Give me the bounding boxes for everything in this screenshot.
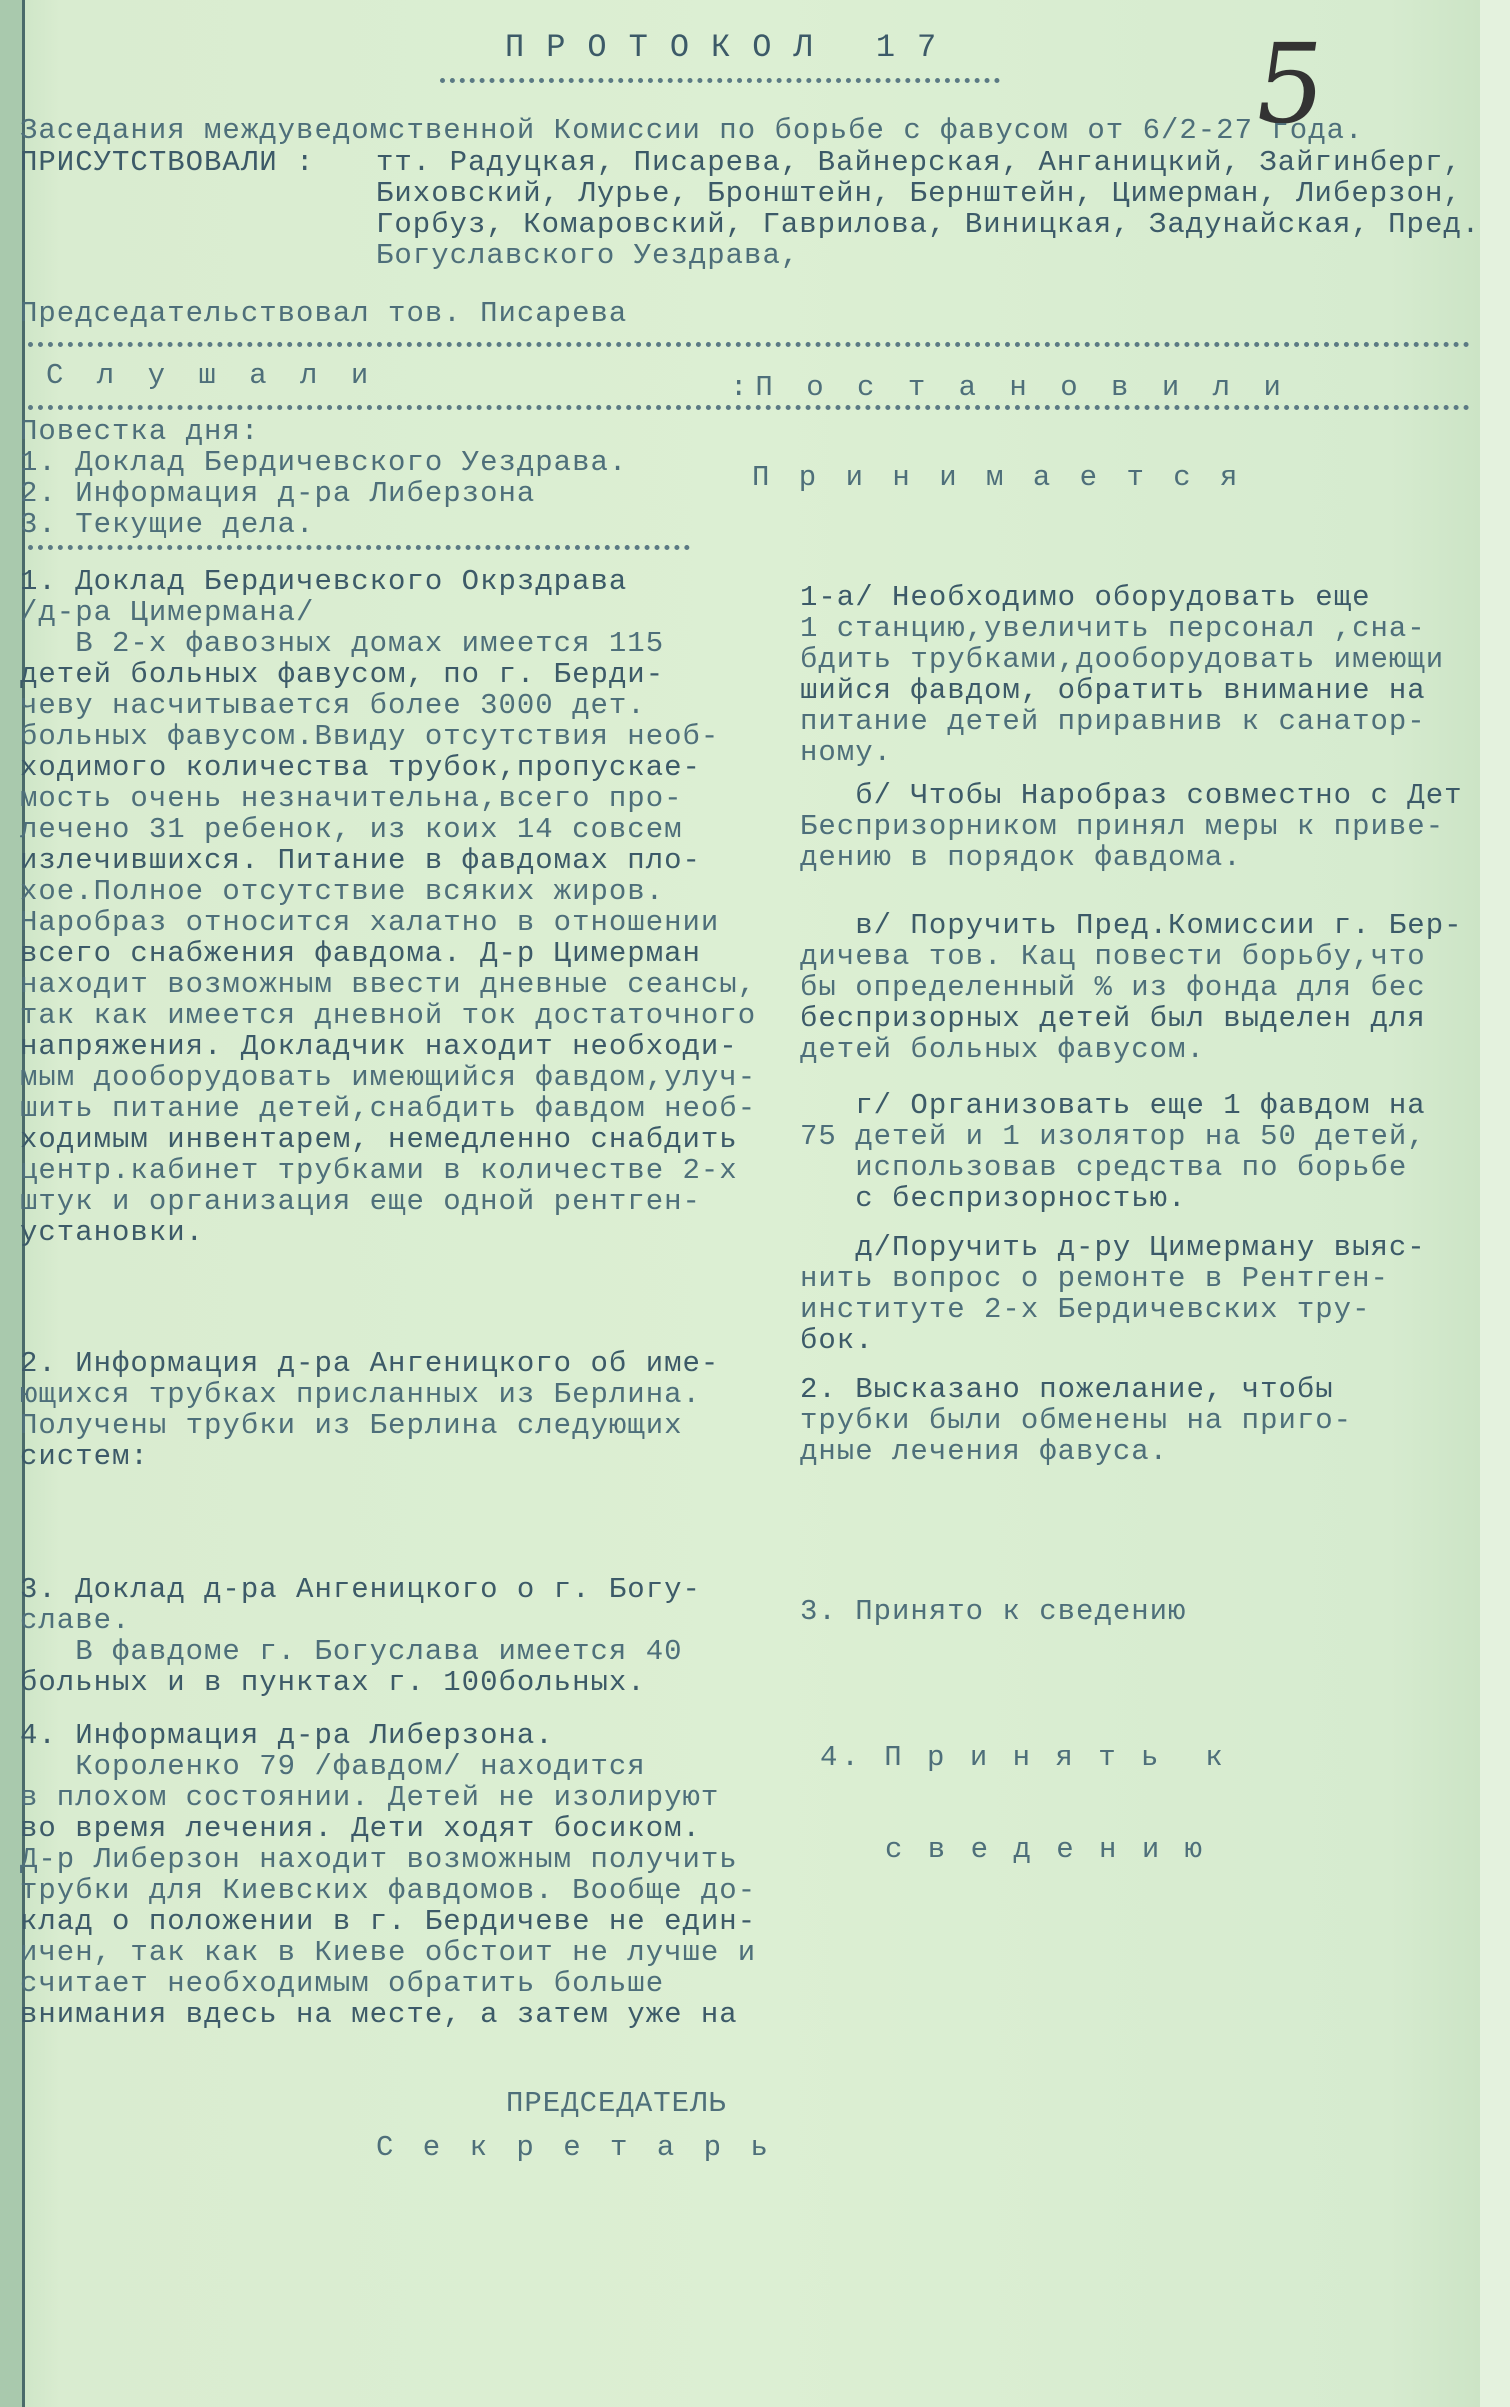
- text-line: больных фавусом.Ввиду отсутствия необ-: [20, 720, 720, 753]
- agenda-decision: П р и н и м а е т с я: [752, 461, 1244, 494]
- text-line: ному.: [800, 736, 893, 769]
- text-line: клад о положении в г. Бердичеве не един-: [20, 1905, 757, 1938]
- text-line: находит возможным ввести дневные сеансы,: [20, 968, 757, 1001]
- text-line: центр.кабинет трубками в количестве 2-х: [20, 1154, 738, 1187]
- text-line: В 2-х фавозных домах имеется 115: [20, 627, 665, 660]
- text-line: 3. Доклад д-ра Ангеницкого о г. Богу-: [20, 1573, 701, 1606]
- present-line: Горбуз, Комаровский, Гаврилова, Виницкая, Задунайская, Пред.: [376, 208, 1481, 241]
- text-line: установки.: [20, 1216, 205, 1249]
- text-line: мость очень незначительна,всего про-: [20, 782, 683, 815]
- text-line: ющихся трубках присланных из Берлина.: [20, 1378, 701, 1411]
- report-berdichev: [20, 566, 756, 1248]
- page-right-edge: [1480, 0, 1510, 2407]
- text-line: Короленко 79 /фавдом/ находится: [20, 1750, 646, 1783]
- text-line: мым дооборудовать имеющийся фавдом,улуч-: [20, 1061, 757, 1094]
- divider: [28, 342, 1470, 347]
- text-line: г/ Организовать еще 1 фавдом на: [800, 1089, 1426, 1122]
- text-line: во время лечения. Дети ходят босиком.: [20, 1812, 701, 1845]
- text-line: 2. Высказано пожелание, чтобы: [800, 1373, 1334, 1406]
- text-line: лечено 31 ребенок, из коих 14 совсем: [20, 813, 683, 846]
- text-line: питание детей приравнив к санатор-: [800, 705, 1426, 738]
- text-line: нить вопрос о ремонте в Рентген-: [800, 1262, 1389, 1295]
- present-line: Биховский, Лурье, Бронштейн, Бернштейн, Цимерман, Либерзон,: [376, 177, 1462, 210]
- text-line: так как имеется дневной ток достаточного: [20, 999, 757, 1032]
- text-line: чеву насчитывается более 3000 дет.: [20, 689, 646, 722]
- text-line: напряжения. Докладчик находит необходи-: [20, 1030, 738, 1063]
- meeting-heading: Заседания междуведомственной Комиссии по борьбе с фавусом от 6/2-27 года.: [20, 114, 1364, 147]
- decision-1a: [800, 582, 1444, 768]
- text-line: излечившихся. Питание в фавдомах пло-: [20, 844, 701, 877]
- text-line: штук и организация еще одной рентген-: [20, 1185, 701, 1218]
- text-line: детей больных фавусом, по г. Берди-: [20, 658, 665, 691]
- agenda-title: Повестка дня:: [20, 415, 260, 448]
- text-line: Наробраз относится халатно в отношении: [20, 906, 720, 939]
- chairperson: Председательствовал тов. Писарева: [20, 297, 628, 330]
- title-underline: [440, 78, 1000, 83]
- text-line: ходимым инвентарем, немедленно снабдить: [20, 1123, 738, 1156]
- agenda: [20, 416, 627, 540]
- text-line: с беспризорностью.: [800, 1182, 1187, 1215]
- text-line: ходимого количества трубок,пропускае-: [20, 751, 701, 784]
- divider: [28, 405, 1470, 410]
- text-line: В фавдоме г. Богуслава имеется 40: [20, 1635, 683, 1668]
- text-line: внимания вдесь на месте, а затем уже на: [20, 1998, 738, 2031]
- text-line: в/ Поручить Пред.Комиссии г. Бер-: [800, 909, 1463, 942]
- decision-1g: [800, 1090, 1426, 1214]
- text-line: /д-ра Цимермана/: [20, 596, 315, 629]
- text-line: дные лечения фавуса.: [800, 1435, 1169, 1468]
- present-line: тт. Радуцкая, Писарева, Вайнерская, Анганицкий, Зайгинберг,: [376, 146, 1462, 179]
- agenda-item: 3. Текущие дела.: [20, 508, 315, 541]
- present-label: ПРИСУТСТВОВАЛИ :: [20, 146, 315, 179]
- column-heading-resolved: :П о с т а н о в и л и: [730, 371, 1289, 404]
- decision-4: 4. П р и н я т ь к: [820, 1741, 1227, 1774]
- text-line: использовав средства по борьбе: [800, 1151, 1408, 1184]
- text-line: Получены трубки из Берлина следующих: [20, 1409, 683, 1442]
- text-line: трубки для Киевских фавдомов. Вообще до-: [20, 1874, 757, 1907]
- text-line: бы определенный % из фонда для бес: [800, 971, 1426, 1004]
- text-line: в плохом состоянии. Детей не изолируют: [20, 1781, 720, 1814]
- document-title: ПРОТОКОЛ 17: [505, 29, 959, 66]
- text-line: Д-р Либерзон находит возможным получить: [20, 1843, 738, 1876]
- chairman-signature-label: ПРЕДСЕДАТЕЛЬ: [506, 2087, 727, 2120]
- text-line: 1. Доклад Бердичевского Окрздрава: [20, 565, 628, 598]
- text-line: трубки были обменены на приго-: [800, 1404, 1353, 1437]
- text-line: считает необходимым обратить больше: [20, 1967, 665, 2000]
- info-liberzon: [20, 1720, 756, 2030]
- text-line: б/ Чтобы Наробраз совместно с Дет: [800, 779, 1463, 812]
- handwritten-page-number: 5: [1246, 20, 1334, 148]
- decision-4-continued: с в е д е н и ю: [885, 1833, 1207, 1866]
- text-line: 1 станцию,увеличить персонал ,сна-: [800, 612, 1426, 645]
- secretary-signature-label: С е к р е т а р ь: [376, 2131, 774, 2164]
- text-line: детей больных фавусом.: [800, 1033, 1205, 1066]
- info-angenitsky: [20, 1348, 719, 1472]
- report-boguslav: [20, 1574, 701, 1698]
- text-line: Беспризорником принял меры к приве-: [800, 810, 1445, 843]
- text-line: беспризорных детей был выделен для: [800, 1002, 1426, 1035]
- text-line: систем:: [20, 1440, 149, 1473]
- decision-1d: [800, 1232, 1426, 1356]
- column-heading-heard: С л у ш а л и: [46, 359, 377, 392]
- text-line: больных и в пунктах г. 100больных.: [20, 1666, 646, 1699]
- text-line: славе.: [20, 1604, 131, 1637]
- text-line: 4. Информация д-ра Либерзона.: [20, 1719, 554, 1752]
- text-line: хое.Полное отсутствие всяких жиров.: [20, 875, 665, 908]
- text-line: всего снабжения фавдома. Д-р Цимерман: [20, 937, 701, 970]
- text-line: бдить трубками,дооборудовать имеющи: [800, 643, 1445, 676]
- decision-2: [800, 1374, 1352, 1467]
- decision-1v: [800, 910, 1463, 1065]
- text-line: дению в порядок фавдома.: [800, 841, 1242, 874]
- present-line: Богуславского Уездрава,: [376, 239, 800, 272]
- text-line: институте 2-х Бердичевских тру-: [800, 1293, 1371, 1326]
- text-line: д/Поручить д-ру Цимерману выяс-: [800, 1231, 1426, 1264]
- text-line: шить питание детей,снабдить фавдом необ-: [20, 1092, 757, 1125]
- text-line: дичева тов. Кац повести борьбу,что: [800, 940, 1426, 973]
- decision-1b: [800, 780, 1463, 873]
- agenda-item: 2. Информация д-ра Либерзона: [20, 477, 536, 510]
- present-list: [376, 147, 1480, 271]
- text-line: бок.: [800, 1324, 874, 1357]
- text-line: 1-а/ Необходимо оборудовать еще: [800, 581, 1371, 614]
- text-line: шийся фавдом, обратить внимание на: [800, 674, 1426, 707]
- text-line: ичен, так как в Киеве обстоит не лучше и: [20, 1936, 757, 1969]
- text-line: 75 детей и 1 изолятор на 50 детей,: [800, 1120, 1426, 1153]
- agenda-item: 1. Доклад Бердичевского Уездрава.: [20, 446, 628, 479]
- divider: [28, 545, 690, 550]
- decision-3: 3. Принято к сведению: [800, 1595, 1187, 1628]
- text-line: 2. Информация д-ра Ангеницкого об име-: [20, 1347, 720, 1380]
